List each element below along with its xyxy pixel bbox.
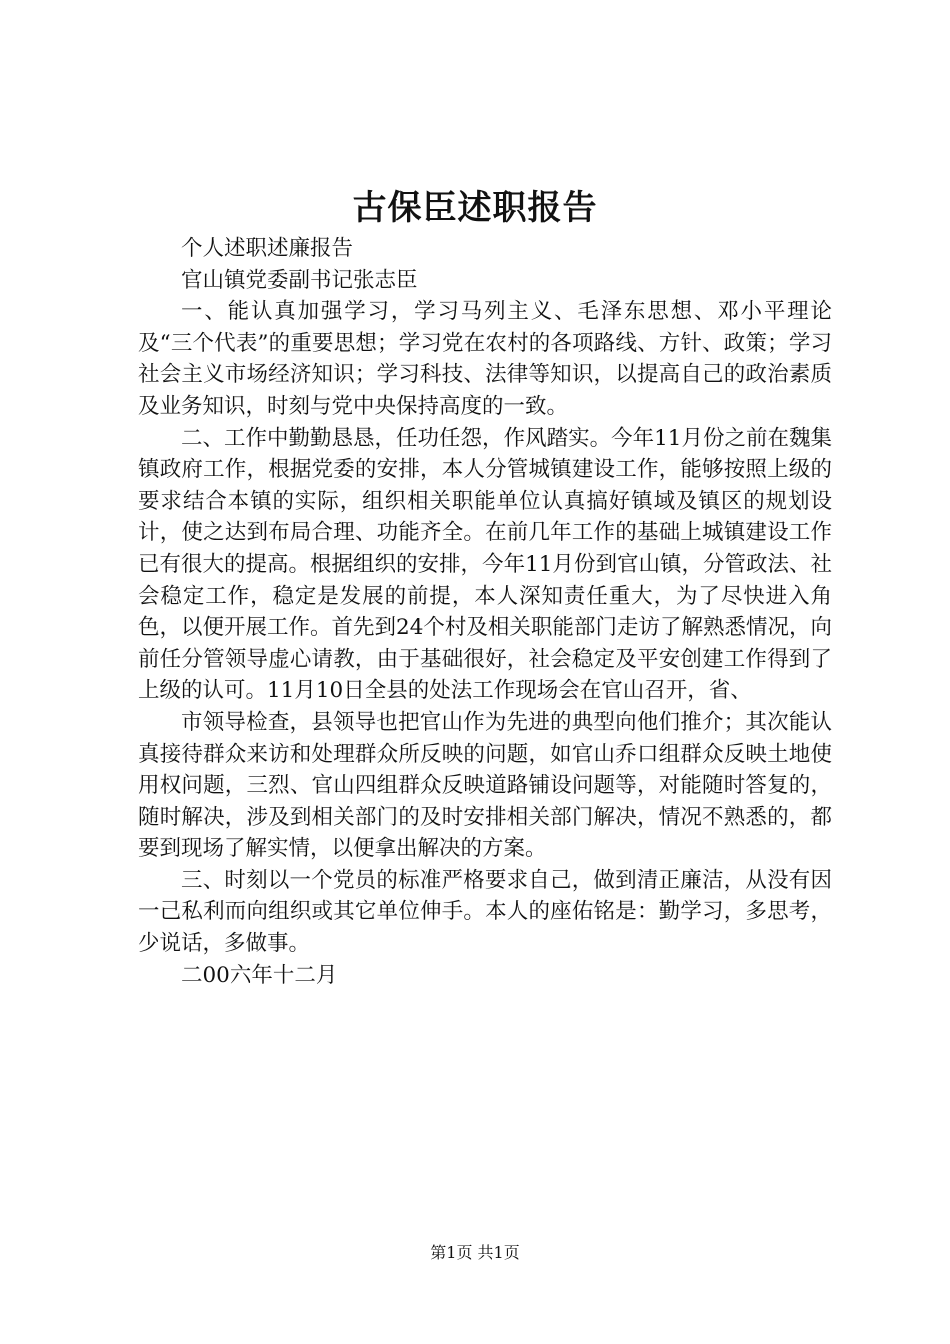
page-footer: 第1页 共1页 (430, 1243, 520, 1262)
body-paragraph: 二、工作中勤勤恳恳，任功任怨，作风踏实。今年11月份之前在魏集镇政府工作，根据党委的安排，本人分管城镇建设工作，能够按照上级的要求结合本镇的实际，组织相关职能单位认真搞好镇域及镇区的规划设计，使之达到布局合理、功能齐全。在前几年工作的基础上城镇建设工作已有很大的提高。根据组织的安排，今年11月份到官山镇，分管政法、社会稳定工作，稳定是发展的前提，本人深知责任重大，为了尽快进入角色，以便开展工作。首先到24个村及相关职能部门走访了解熟悉情况，向前任分管领导虚心请教，由于基础很好，社会稳定及平安创建工作得到了上级的认可。11月10日全县的处法工作现场会在官山召开，省、 (138, 425, 832, 704)
document-body (138, 233, 832, 991)
body-paragraph: 市领导检查，县领导也把官山作为先进的典型向他们推介；其次能认真接待群众来访和处理群众所反映的问题，如官山乔口组群众反映土地使用权问题，三烈、官山四组群众反映道路铺设问题等，对能随时答复的，随时解决，涉及到相关部门的及时安排相关部门解决，情况不熟悉的，都要到现场了解实情，以便拿出解决的方案。 (138, 709, 832, 862)
report-subtitle: 个人述职述廉报告 (181, 236, 354, 261)
date-line: 二00六年十二月 (181, 962, 338, 988)
document-title: 古保臣述职报告 (352, 188, 598, 228)
body-paragraph: 一、能认真加强学习，学习马列主义、毛泽东思想、邓小平理论及“三个代表”的重要思想；学习党在农村的各项路线、方针、政策；学习社会主义市场经济知识；学习科技、法律等知识，以提高自己的政治素质及业务知识，时刻与党中央保持高度的一致。 (138, 299, 832, 419)
body-paragraph: 三、时刻以一个党员的标准严格要求自己，做到清正廉洁，从没有因一己私利而向组织或其它单位伸手。本人的座佑铭是：勤学习，多思考，少说话，多做事。 (138, 867, 832, 957)
author-line: 官山镇党委副书记张志臣 (181, 267, 418, 293)
